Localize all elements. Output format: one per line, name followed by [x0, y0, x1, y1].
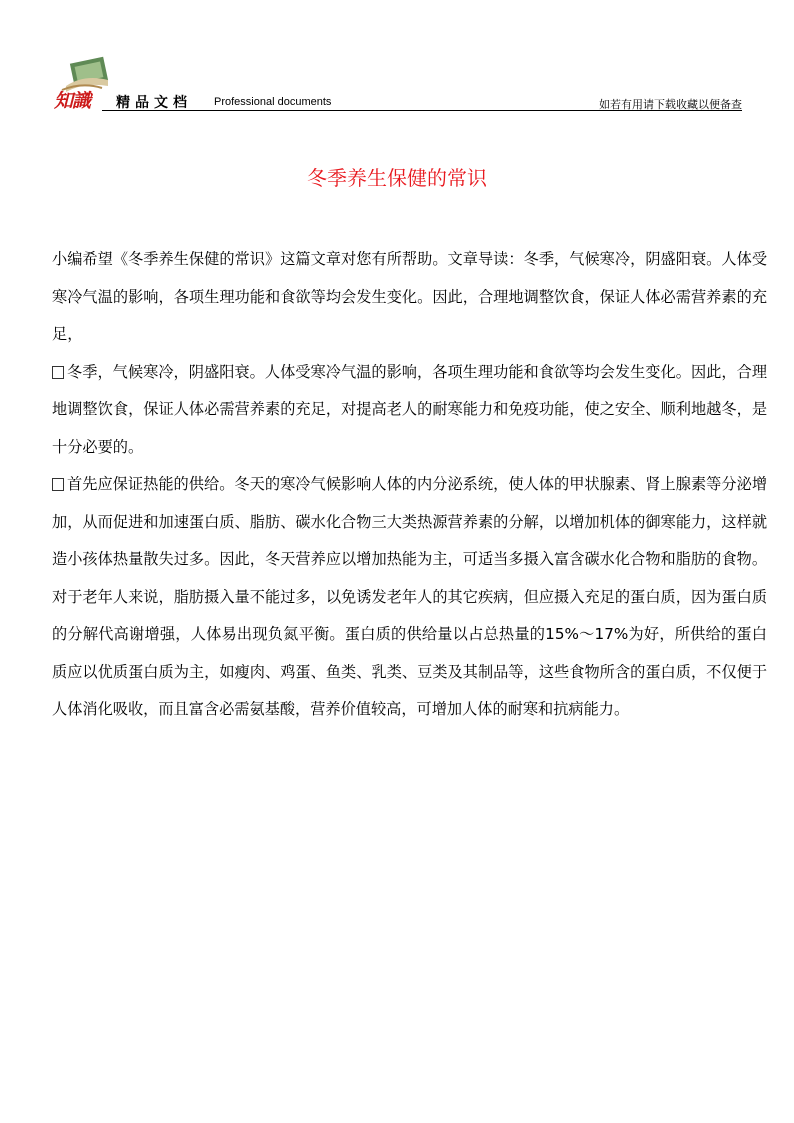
missing-glyph-box-icon: [52, 366, 64, 379]
missing-glyph-box-icon: [52, 478, 64, 491]
paragraph-winter-text: 冬季，气候寒冷，阴盛阳衰。人体受寒冷气温的影响，各项生理功能和食欲等均会发生变化。因此，合理地调整饮食，保证人体必需营养素的充足，对提高老人的耐寒能力和免疫功能，使之安全、顺利地越冬，是十分必要的。: [52, 362, 767, 456]
brand-name: 精品文档: [116, 95, 192, 111]
paragraph-winter: [52, 354, 767, 467]
paragraph-intro-text: 小编希望《冬季养生保健的常识》这篇文章对您有所帮助。文章导读：冬季，气候寒冷，阴盛阳衰。人体受寒冷气温的影响，各项生理功能和食欲等均会发生变化。因此，合理地调整饮食，保证人体必需营养素的充足，: [52, 250, 767, 343]
document-body: [52, 241, 767, 729]
download-notice: 如若有用请下载收藏以便备查: [599, 98, 742, 111]
logo-text: 知識: [54, 90, 91, 112]
paragraph-energy: [52, 466, 767, 729]
paragraph-intro: [52, 241, 767, 354]
document-title: 冬季养生保健的常识: [307, 166, 487, 190]
brand-name-english: Professional documents: [214, 96, 332, 108]
header-divider: [102, 110, 742, 111]
paragraph-energy-text: 首先应保证热能的供给。冬天的寒冷气候影响人体的内分泌系统，使人体的甲状腺素、肾上腺素等分泌增加，从而促进和加速蛋白质、脂肪、碳水化合物三大类热源营养素的分解，以增加机体的御寒能力，这样就造小孩体热量散失过多。因此，冬天营养应以增加热能为主，可适当多摄入富含碳水化合物和脂肪的食物。对于老年人来说，脂肪摄入量不能过多，以免诱发老年人的其它疾病，但应摄入充足的蛋白质，因为蛋白质的分解代高谢增强，人体易出现负氮平衡。蛋白质的供给量以占总热量的15%～17%为好，所供给的蛋白质应以优质蛋白质为主，如瘦肉、鸡蛋、鱼类、乳类、豆类及其制品等，这些食物所含的蛋白质，不仅便于人体消化吸收，而且富含必需氨基酸，营养价值较高，可增加人体的耐寒和抗病能力。: [52, 475, 767, 718]
page-header: [52, 56, 742, 110]
